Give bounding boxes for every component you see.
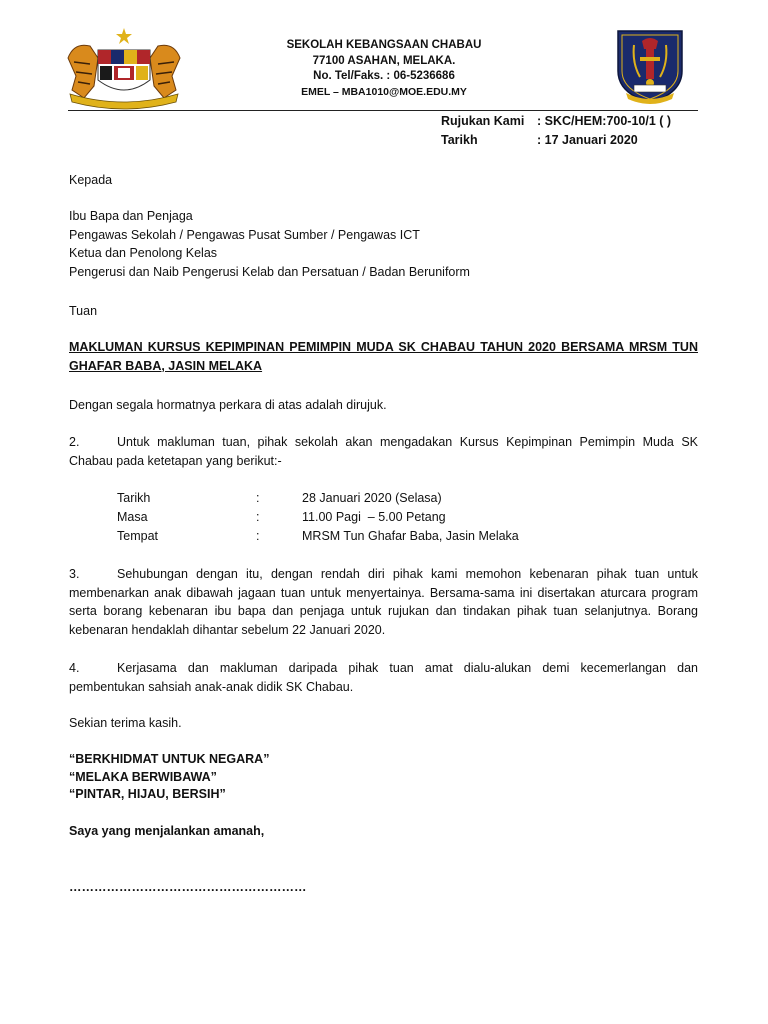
malaysia-coat-of-arms-icon	[60, 28, 188, 110]
school-email: EMEL – MBA1010@MOE.EDU.MY	[301, 85, 467, 98]
paragraph-number: 2.	[69, 435, 80, 449]
motto-line: “MELAKA BERWIBAWA”	[69, 769, 217, 784]
schedule-sep: :	[256, 491, 260, 505]
reference-value: : SKC/HEM:700-10/1 ( )	[537, 114, 672, 128]
school-name: SEKOLAH KEBANGSAAN CHABAU	[286, 39, 482, 51]
schedule-label: Tempat	[117, 529, 158, 543]
schedule-label: Masa	[117, 510, 148, 524]
paragraph-text: Sehubungan dengan itu, dengan rendah diri pihak kami memohon kebenaran pihak tuan untuk membenarkan anak dibawah jagaan tuan untuk menyertainya. Bersama-sama ini disertakan aturcara program serta borang kebenaran ibu bapa dan penjaga untuk rujukan dan tindakan pihak tuan selanjutnya. Borang kebenaran hendaklah dihantar sebelum 22 Januari 2020.	[69, 567, 698, 637]
paragraph-text: Untuk makluman tuan, pihak sekolah akan mengadakan Kursus Kepimpinan Pemimpin Muda SK Chabau pada ketetapan yang berikut:-	[69, 435, 698, 468]
closing-line: Sekian terima kasih.	[69, 716, 182, 730]
header-divider	[68, 110, 698, 111]
schedule-label: Tarikh	[117, 491, 151, 505]
school-address: 77100 ASAHAN, MELAKA.	[312, 54, 456, 67]
schedule-sep: :	[256, 529, 260, 543]
paragraph-3	[69, 565, 698, 639]
recipient-list	[69, 207, 470, 281]
paragraph-number: 3.	[69, 567, 80, 581]
motto-line: “BERKHIDMAT UNTUK NEGARA”	[69, 752, 270, 766]
melaka-state-crest-icon	[612, 27, 688, 105]
paragraph-number: 4.	[69, 661, 80, 675]
sign-off: Saya yang menjalankan amanah,	[69, 824, 265, 838]
motto-line: “PINTAR, HIJAU, BERSIH”	[69, 787, 226, 801]
schedule-value: MRSM Tun Ghafar Baba, Jasin Melaka	[302, 529, 519, 543]
school-phone: No. Tel/Faks. : 06-5236686	[313, 70, 455, 82]
schedule-value: 11.00 Pagi – 5.00 Petang	[302, 510, 446, 524]
reference-label: Rujukan Kami	[441, 114, 525, 128]
schedule-value: 28 Januari 2020 (Selasa)	[302, 491, 442, 505]
paragraph-2	[69, 433, 698, 470]
recipient-line: Pengerusi dan Naib Pengerusi Kelab dan Persatuan / Badan Beruniform	[69, 264, 470, 279]
paragraph-text: Kerjasama dan makluman daripada pihak tuan amat dialu-alukan demi kecemerlangan dan pembentukan sahsiah anak-anak didik SK Chabau.	[69, 661, 698, 694]
paragraph-4	[69, 659, 698, 696]
schedule-sep: :	[256, 510, 260, 524]
motto-block	[69, 751, 269, 804]
school-letterhead	[200, 38, 568, 100]
date-label: Tarikh	[441, 133, 478, 147]
opening-line: Dengan segala hormatnya perkara di atas adalah dirujuk.	[69, 398, 387, 412]
salutation: Tuan	[69, 304, 98, 318]
recipient-line: Ibu Bapa dan Penjaga	[69, 209, 193, 223]
signature-line: …………………………………………………	[69, 880, 307, 894]
letter-subject: MAKLUMAN KURSUS KEPIMPINAN PEMIMPIN MUDA SK CHABAU TAHUN 2020 BERSAMA MRSM TUN GHAFAR BABA, JASIN MELAKA	[69, 340, 698, 373]
recipient-line: Pengawas Sekolah / Pengawas Pusat Sumber / Pengawas ICT	[69, 227, 420, 242]
date-value: : 17 Januari 2020	[537, 133, 638, 147]
recipient-line: Ketua dan Penolong Kelas	[69, 246, 218, 260]
kepada-label: Kepada	[69, 173, 113, 187]
